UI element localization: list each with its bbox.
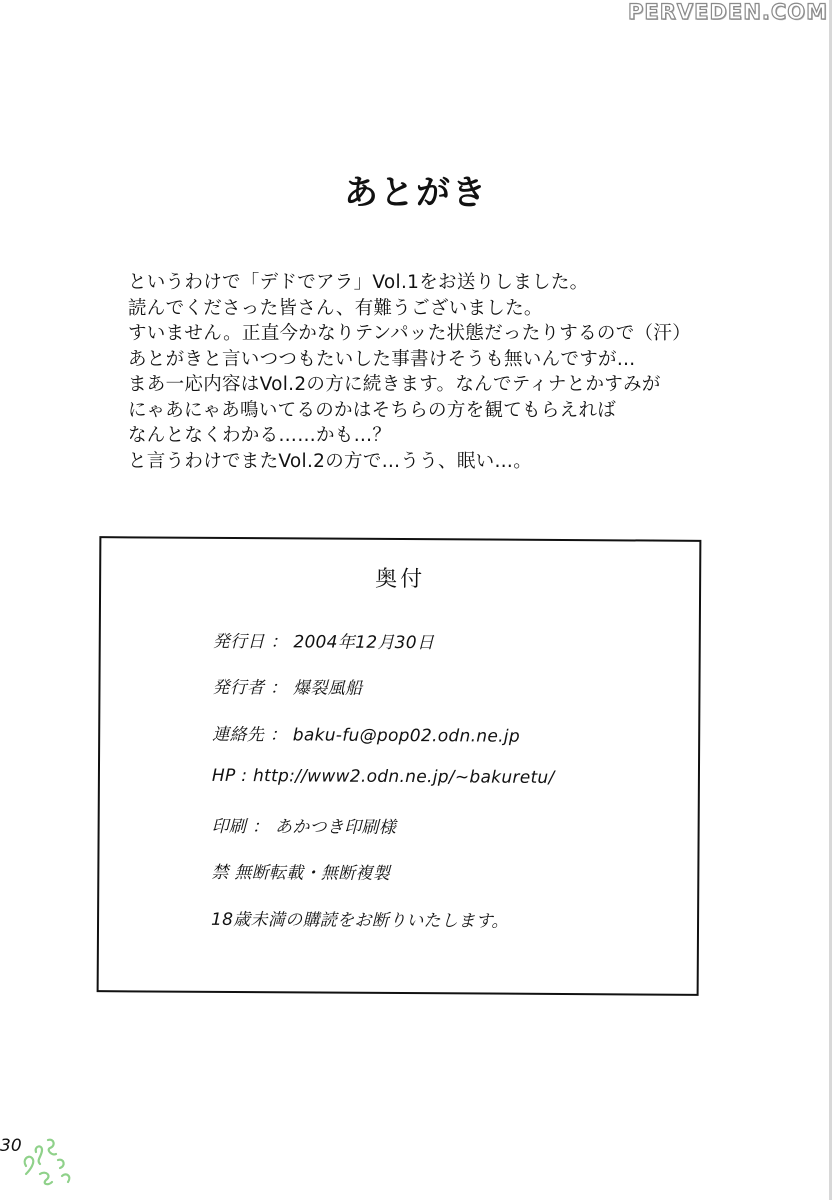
afterword-body (128, 270, 778, 474)
colophon-publish-date: 発行日 ： 2004年12月30日 (212, 631, 435, 654)
afterword-line: というわけで「デドでアラ」Vol.1をお送りしました。 (128, 272, 589, 293)
afterword-line: まあ一応内容はVol.2の方に続きます。なんでティナとかすみが (128, 374, 661, 395)
afterword-line: あとがきと言いつつもたいした事書けそうも無いんですが… (128, 348, 636, 370)
afterword-title: あとがき (344, 173, 488, 213)
colophon-homepage: HP : http://www2.odn.ne.jp/~bakuretu/ (211, 765, 555, 788)
site-watermark: PERVEDEN.COM (628, 0, 828, 24)
colophon-publisher: 発行者 ： 爆裂風船 (212, 678, 363, 700)
afterword-line: と言うわけでまたVol.2の方で…うう、眠い…。 (128, 450, 533, 472)
colophon-list (211, 627, 683, 954)
colophon-printer: 印刷 ： あかつき印刷様 (211, 817, 397, 839)
page-number: 30 (0, 1136, 22, 1156)
afterword-line: すいません。正直今かなりテンパッた状態だったりするので（汗） (128, 323, 691, 344)
afterword-line: 読んでくださった皆さん、有難うございました。 (128, 297, 543, 319)
colophon-title: 奥付 (375, 566, 426, 593)
afterword-line: なんとなくわかる……かも…？ (128, 425, 392, 446)
afterword-line: にゃあにゃあ鳴いてるのかはそちらの方を観てもらえれば (128, 399, 617, 421)
colophon-copyright-notice: 禁 無断転載・無断複製 (211, 863, 391, 885)
colophon-contact: 連絡先 ： baku-fu@pop02.odn.ne.jp (212, 724, 521, 747)
scanlator-logo-icon (18, 1130, 78, 1188)
colophon-box (97, 536, 702, 996)
colophon-age-restriction: 18歳未満の購読をお断りいたします。 (210, 909, 509, 932)
